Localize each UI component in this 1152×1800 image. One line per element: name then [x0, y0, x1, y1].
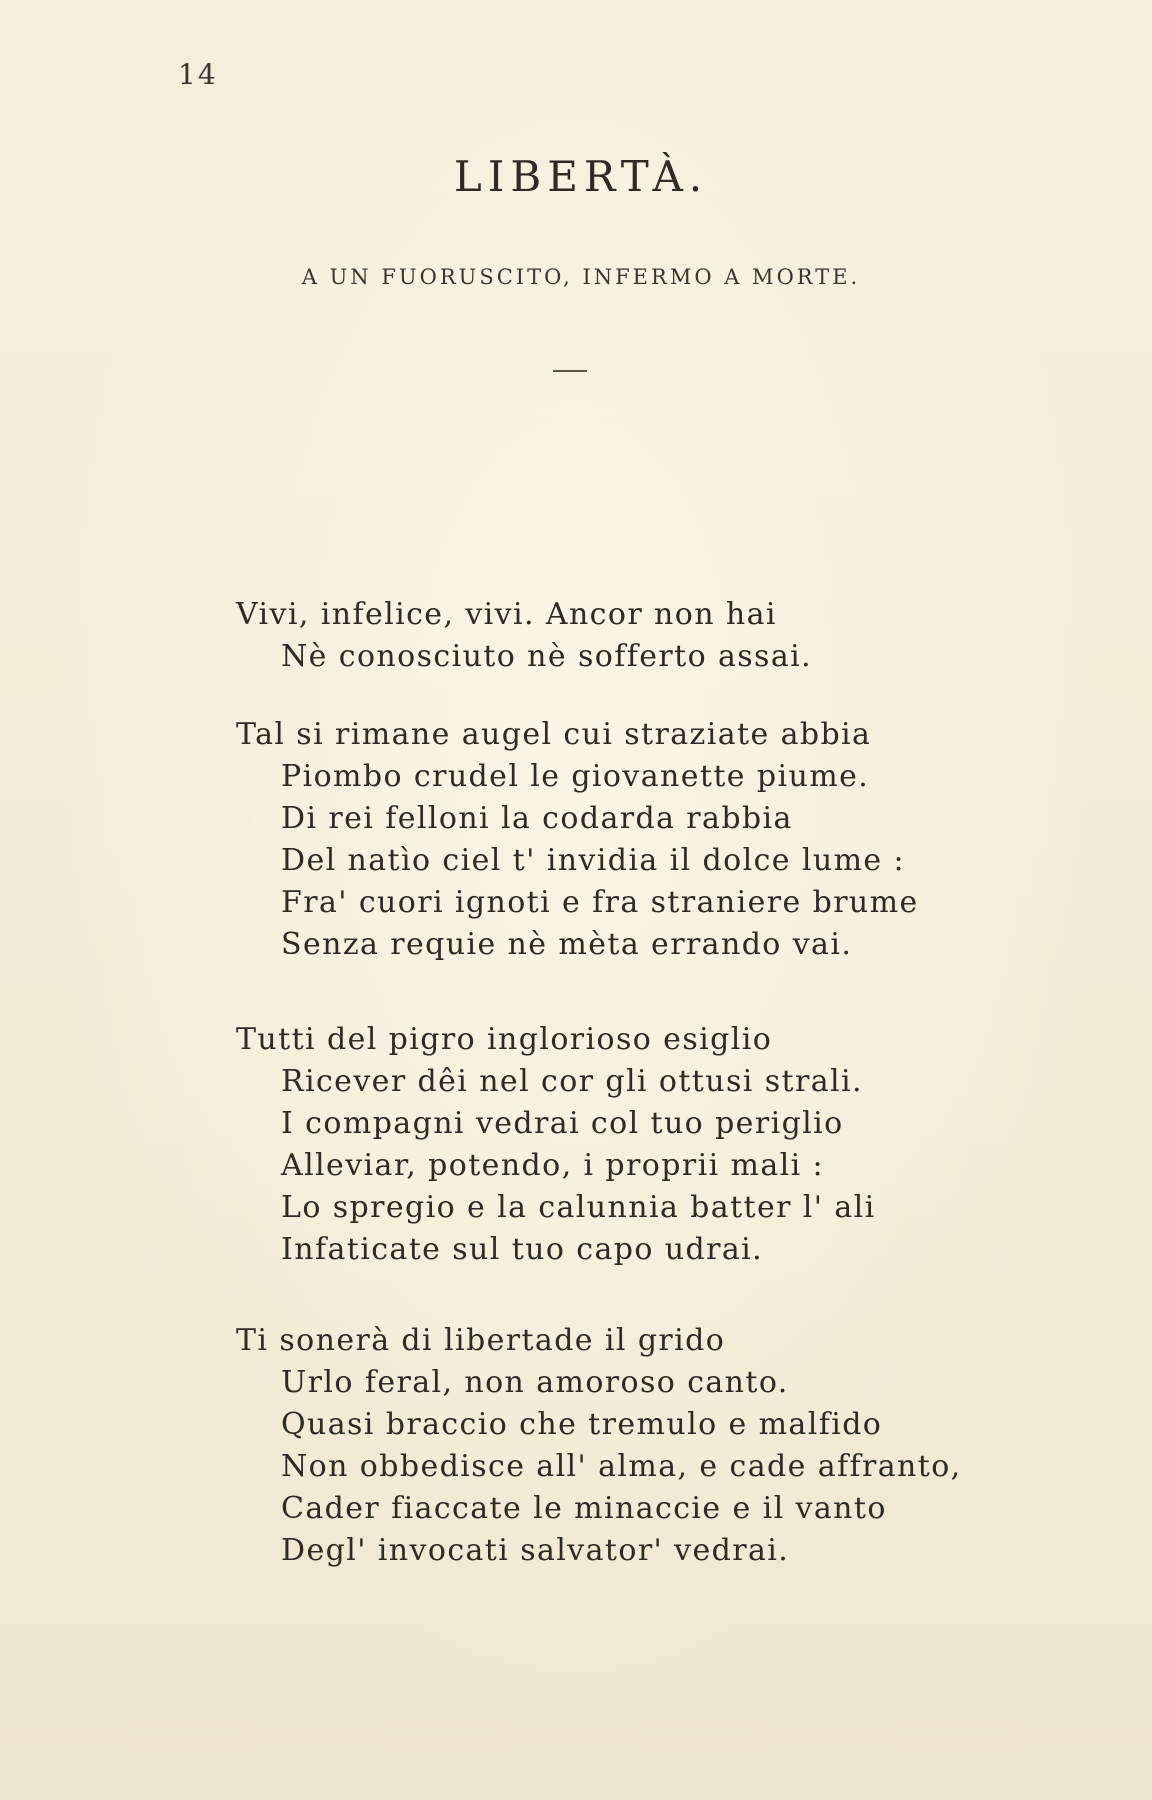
poem-line: Non obbedisce all' alma, e cade affranto,: [281, 1449, 962, 1484]
divider-rule: [553, 370, 587, 372]
poem-line: Di rei felloni la codarda rabbia: [281, 801, 793, 836]
poem-line: Tal si rimane augel cui straziate abbia: [236, 717, 872, 752]
poem-line: Piombo crudel le giovanette piume.: [281, 759, 870, 794]
poem-line: Nè conosciuto nè sofferto assai.: [281, 639, 813, 674]
poem-line: Lo spregio e la calunnia batter l' ali: [281, 1190, 876, 1225]
page-number: 14: [178, 58, 218, 91]
poem-line: Ricever dêi nel cor gli ottusi strali.: [281, 1064, 863, 1099]
poem-line: Tutti del pigro inglorioso esiglio: [236, 1022, 773, 1057]
poem-line: Ti sonerà di libertade il grido: [236, 1323, 726, 1358]
poem-line: Infaticate sul tuo capo udrai.: [281, 1232, 764, 1267]
poem-line: Cader fiaccate le minaccie e il vanto: [281, 1491, 887, 1526]
poem-dedication: A UN FUORUSCITO, INFERMO A MORTE.: [301, 265, 861, 289]
poem-line: Vivi, infelice, vivi. Ancor non hai: [236, 597, 777, 632]
poem-line: Degl' invocati salvator' vedrai.: [281, 1533, 790, 1568]
poem-line: Urlo feral, non amoroso canto.: [281, 1365, 789, 1400]
poem-line: Del natìo ciel t' invidia il dolce lume :: [281, 843, 906, 878]
poem-line: I compagni vedrai col tuo periglio: [281, 1106, 844, 1141]
poem-line: Fra' cuori ignoti e fra straniere brume: [281, 885, 919, 920]
poem-line: Senza requie nè mèta errando vai.: [281, 927, 853, 962]
poem-title: LIBERTÀ.: [453, 152, 709, 201]
poem-line: Alleviar, potendo, i proprii mali :: [281, 1148, 825, 1183]
poem-line: Quasi braccio che tremulo e malfido: [281, 1407, 883, 1442]
